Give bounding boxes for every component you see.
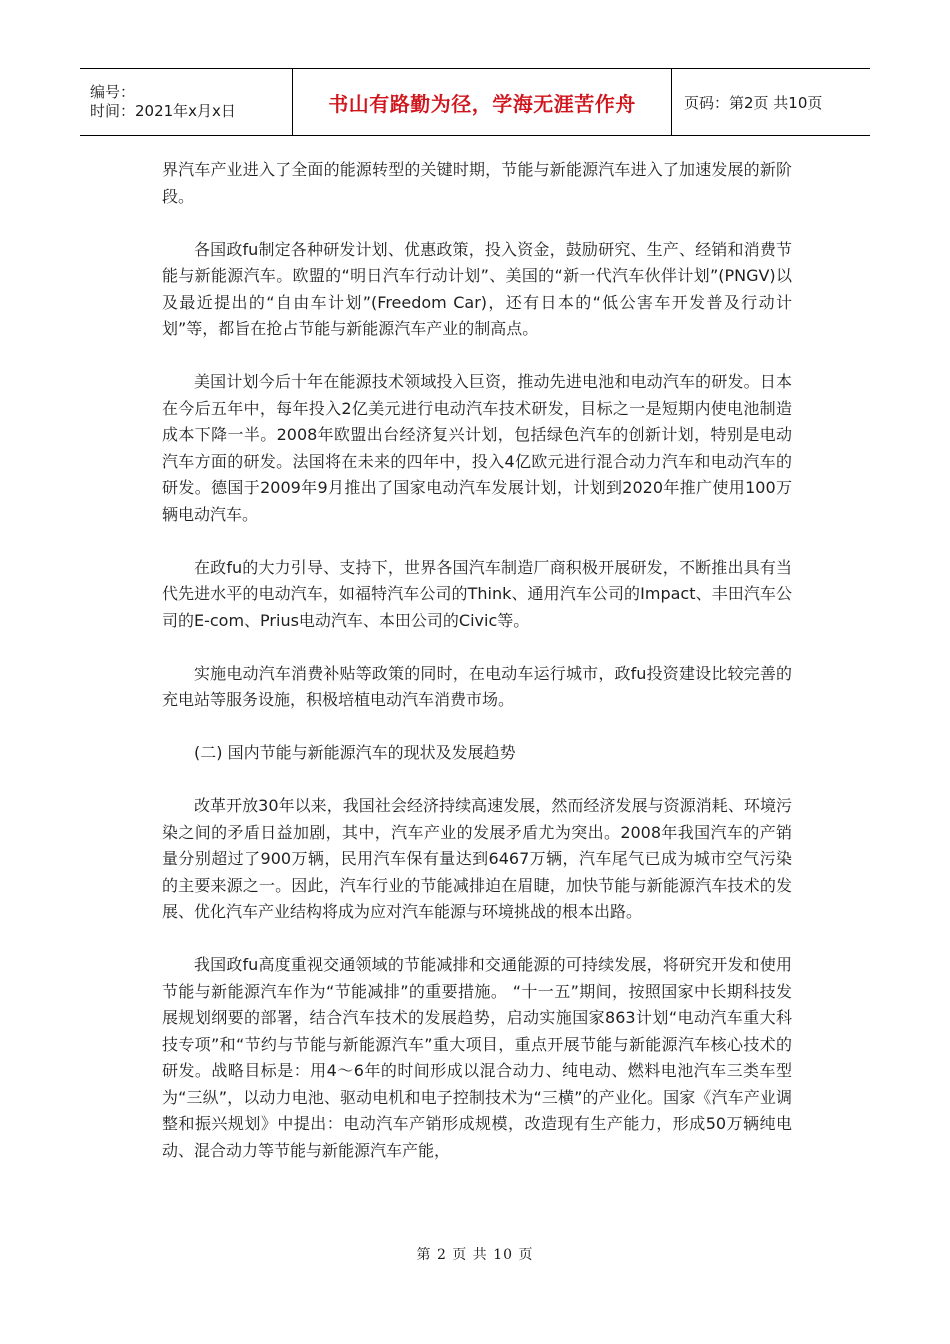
document-body [162,157,792,1164]
paragraph-government-strategy: 我国政fu高度重视交通领域的节能减排和交通能源的可持续发展，将研究开发和使用节能与新能源汽车作为“节能减排”的重要措施。 “十一五”期间，按照国家中长期科技发展规划纲要的部署，结合汽车技术的发展趋势，启动实施国家863计划“电动汽车重大科技专项”和“节约与节能与新能源汽车”重大项目，重点开展节能与新能源汽车核心技术的研发。战略目标是：用4～6年的时间形成以混合动力、纯电动、燃料电池汽车三类车型为“三纵”，以动力电池、驱动电机和电子控制技术为“三横”的产业化。国家《汽车产业调整和振兴规划》中提出：电动汽车产销形成规模，改造现有生产能力，形成50万辆纯电动、混合动力等节能与新能源汽车产能， [162,955,792,1160]
page-footer: 第 2 页 共 10 页 [416,1247,534,1263]
document-time-label: 时间：2021年x月x日 [90,102,236,120]
paragraph-continued: 界汽车产业进入了全面的能源转型的关键时期，节能与新能源汽车进入了加速发展的新阶段。 [162,160,792,206]
document-number-label: 编号： [90,83,136,101]
paragraph-investment: 美国计划今后十年在能源技术领域投入巨资，推动先进电池和电动汽车的研发。日本在今后五年中，每年投入2亿美元进行电动汽车技术研发，目标之一是短期内使电池制造成本下降一半。2008年欧盟出台经济复兴计划，包括绿色汽车的创新计划，特别是电动汽车方面的研发。法国将在未来的四年中，投入4亿欧元进行混合动力汽车和电动汽车的研发。德国于2009年9月推出了国家电动汽车发展计划，计划到2020年推广使用100万辆电动汽车。 [162,372,792,524]
header-page-info: 页码：第2页 共10页 [672,69,871,136]
header-motto: 书山有路勤为径，学海无涯苦作舟 [293,69,672,136]
paragraph-subsidies: 实施电动汽车消费补贴等政策的同时，在电动车运行城市，政fu投资建设比较完善的充电站等服务设施，积极培植电动汽车消费市场。 [162,663,792,709]
paragraph-domestic-status: 改革开放30年以来，我国社会经济持续高速发展，然而经济发展与资源消耗、环境污染之间的矛盾日益加剧，其中，汽车产业的发展矛盾尤为突出。2008年我国汽车的产销量分别超过了900万辆，民用汽车保有量达到6467万辆，汽车尾气已成为城市空气污染的主要来源之一。因此，汽车行业的节能减排迫在眉睫，加快节能与新能源汽车技术的发展、优化汽车产业结构将成为应对汽车能源与环境挑战的根本出路。 [162,796,792,921]
paragraph-policies: 各国政fu制定各种研发计划、优惠政策，投入资金，鼓励研究、生产、经销和消费节能与新能源汽车。欧盟的“明日汽车行动计划”、美国的“新一代汽车伙伴计划”(PNGV)以及最近提出的“自由车计划”(Freedom Car)，还有日本的“低公害车开发普及行动计划”等，都旨在抢占节能与新能源汽车产业的制高点。 [162,239,792,338]
section-heading: (二) 国内节能与新能源汽车的现状及发展趋势 [194,743,516,762]
paragraph-manufacturers: 在政fu的大力引导、支持下，世界各国汽车制造厂商积极开展研发，不断推出具有当代先进水平的电动汽车，如福特汽车公司的Think、通用汽车公司的Impact、丰田汽车公司的E-com、Prius电动汽车、本田公司的Civic等。 [162,557,792,630]
page-header [80,68,870,136]
header-meta [80,69,293,136]
